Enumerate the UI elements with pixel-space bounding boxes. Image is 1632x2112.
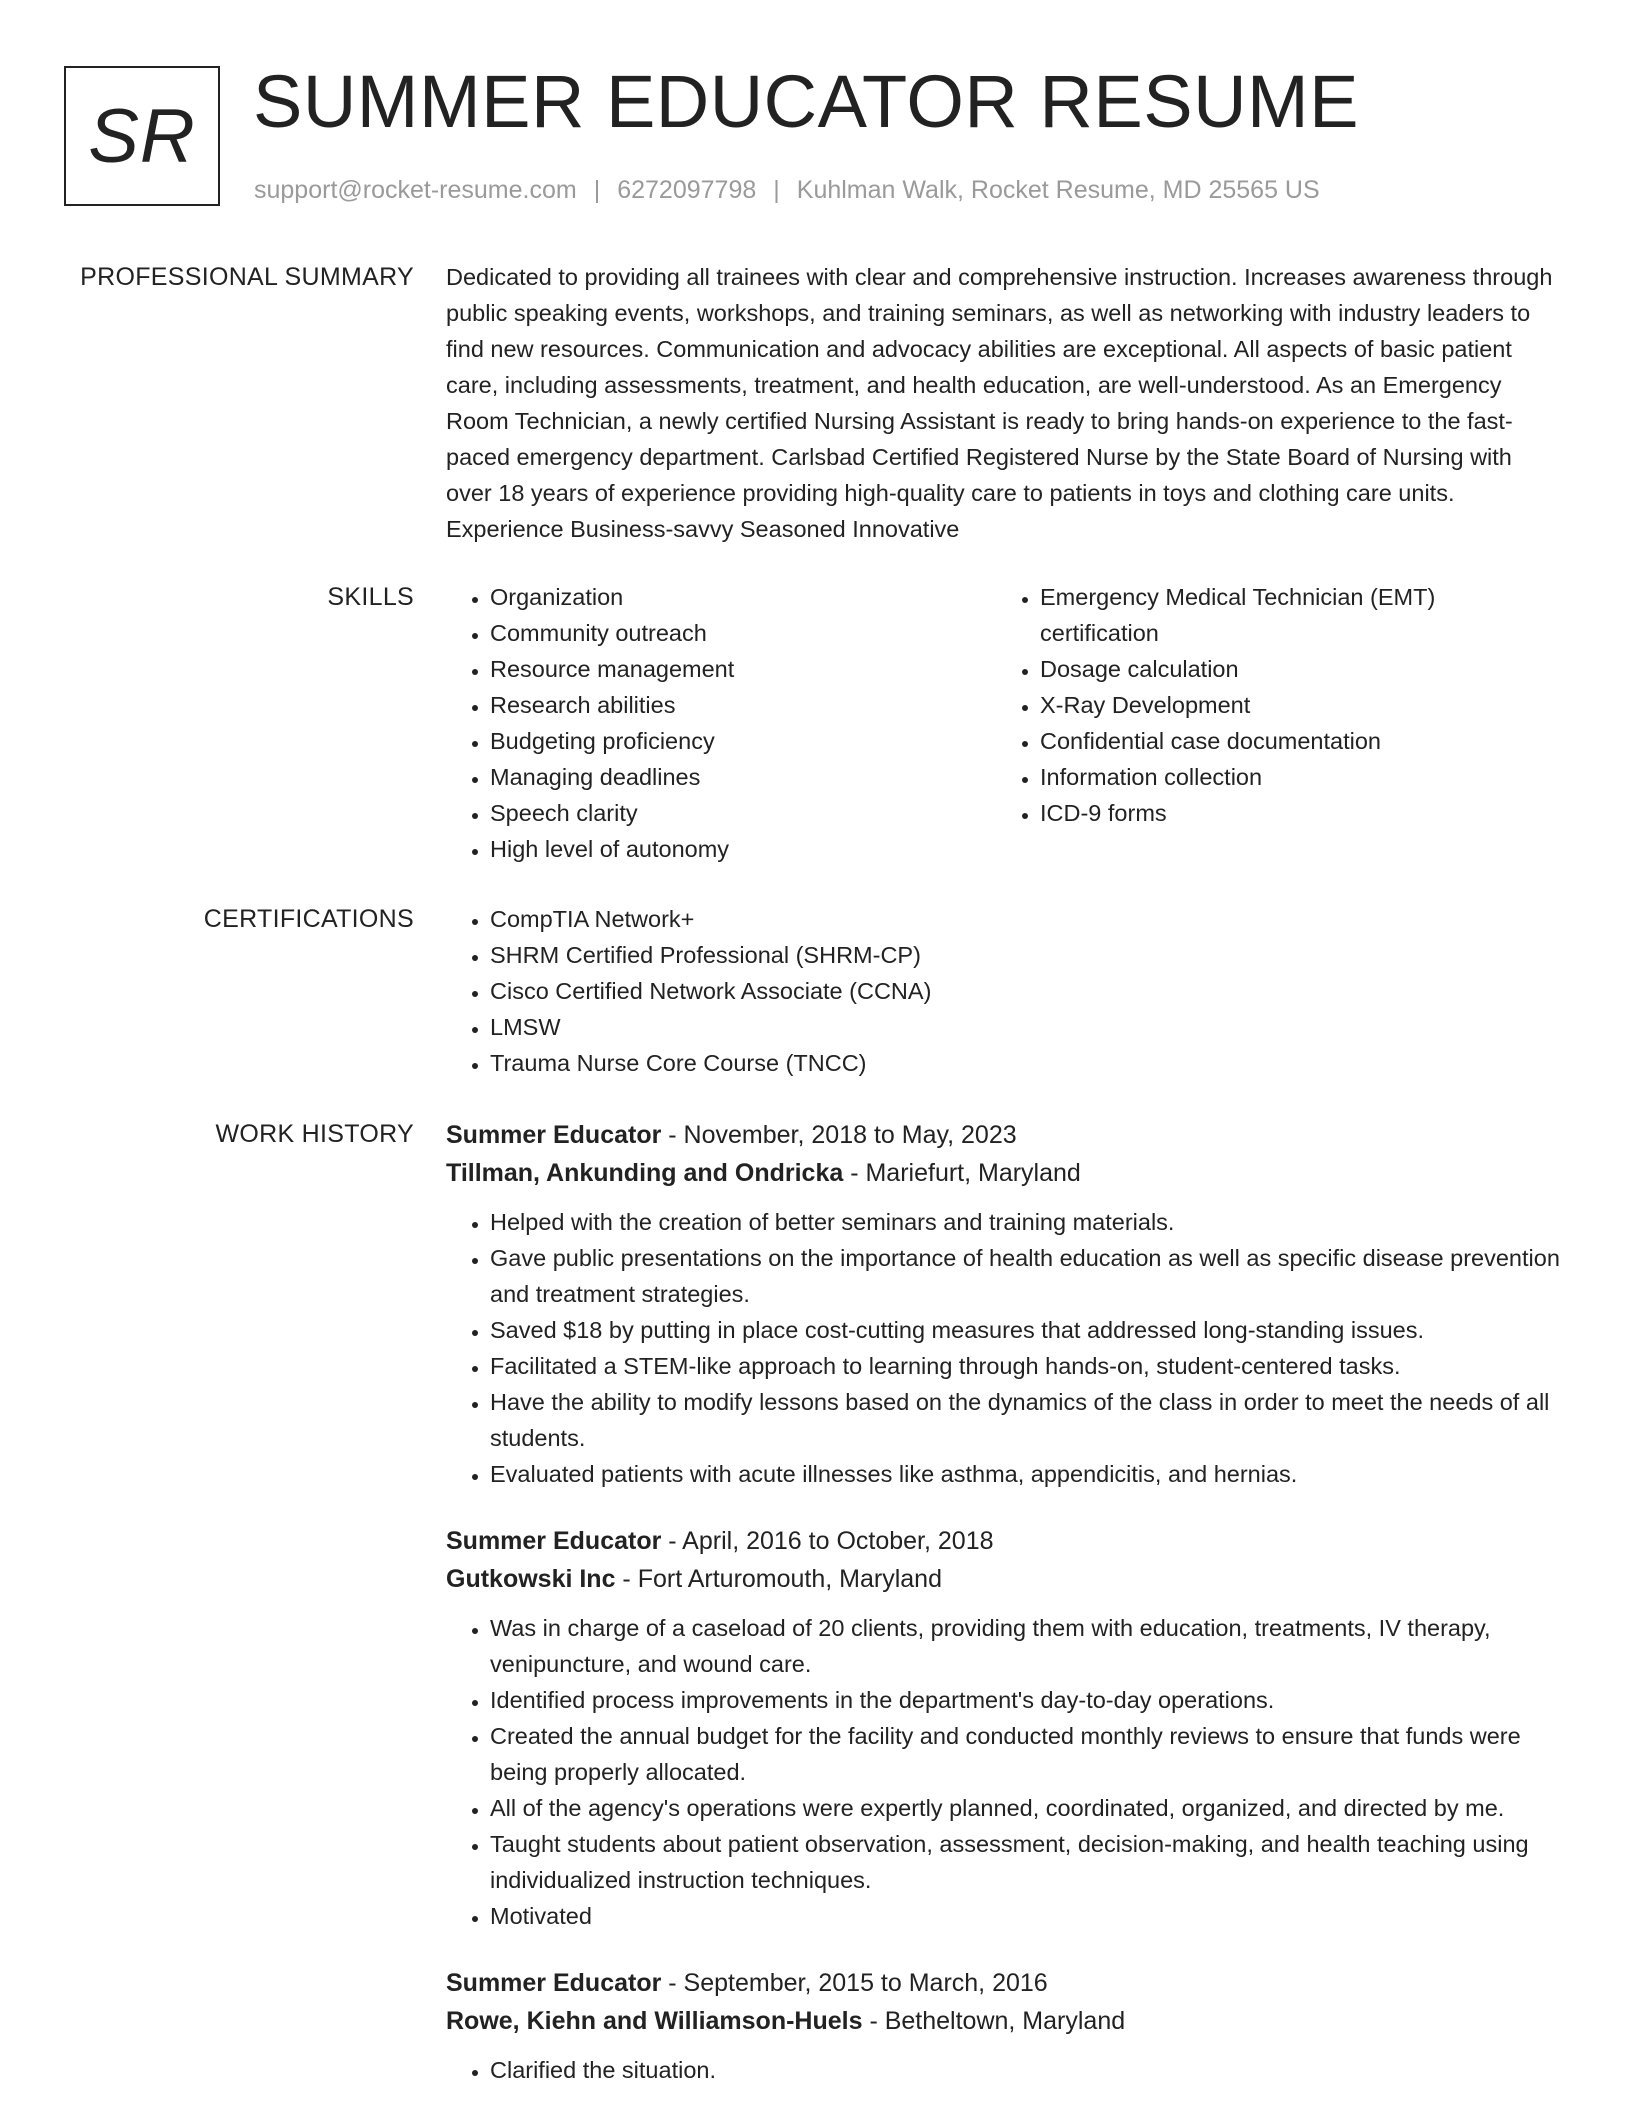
contact-email[interactable]: support@rocket-resume.com bbox=[254, 176, 577, 204]
skill-item: • High level of autonomy bbox=[490, 831, 996, 867]
job-location: - Fort Arturomouth, Maryland bbox=[615, 1565, 942, 1593]
contact-separator: | bbox=[593, 176, 601, 204]
job-company: Tillman, Ankunding and Ondricka bbox=[446, 1159, 844, 1187]
certification-item: • LMSW bbox=[490, 1009, 1562, 1045]
certifications-body bbox=[446, 901, 1562, 1081]
section-label-certifications: CERTIFICATIONS bbox=[203, 905, 414, 933]
job-bullet: • Clarified the situation. bbox=[490, 2052, 1562, 2088]
work-history-body bbox=[446, 1116, 1562, 2112]
job-company: Gutkowski Inc bbox=[446, 1565, 616, 1593]
contact-phone[interactable]: 6272097798 bbox=[617, 176, 757, 204]
skill-item: • Community outreach bbox=[490, 615, 996, 651]
skill-item: • Dosage calculation bbox=[1040, 651, 1546, 687]
job-bullet: • Created the annual budget for the facility and conducted monthly reviews to ensure that funds were being properly allocated. bbox=[490, 1718, 1562, 1790]
job-company: Rowe, Kiehn and Williamson-Huels bbox=[446, 2007, 863, 2035]
certification-item: • Trauma Nurse Core Course (TNCC) bbox=[490, 1045, 1562, 1081]
skill-item: • Budgeting proficiency bbox=[490, 723, 996, 759]
job-bullet: • Saved $18 by putting in place cost-cutting measures that addressed long-standing issues. bbox=[490, 1312, 1562, 1348]
skill-item: • Organization bbox=[490, 579, 996, 615]
certification-item: • SHRM Certified Professional (SHRM-CP) bbox=[490, 937, 1562, 973]
resume-title: SUMMER EDUCATOR RESUME bbox=[253, 60, 1360, 143]
contact-separator: | bbox=[773, 176, 780, 204]
job-dates: - November, 2018 to May, 2023 bbox=[661, 1121, 1017, 1149]
contact-address: Kuhlman Walk, Rocket Resume, MD 25565 US bbox=[796, 176, 1320, 204]
section-label-skills: SKILLS bbox=[327, 583, 414, 611]
skills-body bbox=[446, 579, 1562, 867]
job-title: Summer Educator bbox=[446, 1121, 662, 1149]
summary-body bbox=[446, 259, 1562, 547]
skill-item: • Confidential case documentation bbox=[1040, 723, 1546, 759]
job-entry bbox=[446, 1116, 1562, 1492]
job-bullet: • Have the ability to modify lessons based on the dynamics of the class in order to meet the needs of all students. bbox=[490, 1384, 1562, 1456]
job-bullets bbox=[446, 1204, 1562, 1492]
skill-item: • Information collection bbox=[1040, 759, 1546, 795]
job-location: - Mariefurt, Maryland bbox=[843, 1159, 1081, 1187]
summary-text: Dedicated to providing all trainees with clear and comprehensive instruction. Increases awareness through public speaking events, workshops, and training seminars, as well as networking with industry leaders to find new resources. Communication and advocacy abilities are exceptional. All aspects of basic patient care, including assessments, treatment, and health education, are well-understood. As an Emergency Room Technician, a newly certified Nursing Assistant is ready to bring hands-on experience to the fast-paced emergency department. Carlsbad Certified Registered Nurse by the State Board of Nursing with over 18 years of experience providing high-quality care to patients in toys and clothing care units. Experience Business-savvy Seasoned Innovative bbox=[446, 264, 1553, 542]
skill-item: • Managing deadlines bbox=[490, 759, 996, 795]
job-company-line bbox=[446, 1560, 1562, 1598]
job-company-line bbox=[446, 2002, 1562, 2040]
skill-item: • Research abilities bbox=[490, 687, 996, 723]
job-title-line bbox=[446, 1964, 1562, 2002]
skill-item: • Speech clarity bbox=[490, 795, 996, 831]
skill-item: • Resource management bbox=[490, 651, 996, 687]
job-bullet: • Was in charge of a caseload of 20 clients, providing them with education, treatments, IV therapy, venipuncture, and wound care. bbox=[490, 1610, 1562, 1682]
job-bullet: • Motivated bbox=[490, 1898, 1562, 1934]
certification-item: • Cisco Certified Network Associate (CCNA) bbox=[490, 973, 1562, 1009]
section-label-summary: PROFESSIONAL SUMMARY bbox=[80, 263, 414, 291]
job-bullets bbox=[446, 1610, 1562, 1934]
section-label-work-history: WORK HISTORY bbox=[215, 1120, 414, 1148]
job-title: Summer Educator bbox=[446, 1969, 662, 1997]
job-company-line bbox=[446, 1154, 1562, 1192]
certification-item: • CompTIA Network+ bbox=[490, 901, 1562, 937]
job-location: - Betheltown, Maryland bbox=[862, 2007, 1126, 2035]
job-title-line bbox=[446, 1116, 1562, 1154]
job-bullet: • Helped with the creation of better seminars and training materials. bbox=[490, 1204, 1562, 1240]
skills-column-right bbox=[996, 579, 1546, 867]
job-bullet: • Taught students about patient observation, assessment, decision-making, and health teaching using individualized instruction techniques. bbox=[490, 1826, 1562, 1898]
job-entry bbox=[446, 1522, 1562, 1934]
job-bullet: • Evaluated patients with acute illnesses like asthma, appendicitis, and hernias. bbox=[490, 1456, 1562, 1492]
job-bullet: • Gave public presentations on the importance of health education as well as specific disease prevention and treatment strategies. bbox=[490, 1240, 1562, 1312]
job-title-line bbox=[446, 1522, 1562, 1560]
skills-column-left bbox=[446, 579, 996, 867]
job-bullets bbox=[446, 2052, 1562, 2088]
job-title: Summer Educator bbox=[446, 1527, 662, 1555]
skill-item: • X-Ray Development bbox=[1040, 687, 1546, 723]
job-dates: - September, 2015 to March, 2016 bbox=[661, 1969, 1048, 1997]
monogram-logo: SR bbox=[64, 66, 220, 206]
job-bullet: • All of the agency's operations were expertly planned, coordinated, organized, and directed by me. bbox=[490, 1790, 1562, 1826]
job-entry bbox=[446, 1964, 1562, 2088]
skill-item: • ICD-9 forms bbox=[1040, 795, 1546, 831]
job-bullet: • Identified process improvements in the department's day-to-day operations. bbox=[490, 1682, 1562, 1718]
skill-item: • Emergency Medical Technician (EMT) certification bbox=[1040, 579, 1546, 651]
job-bullet: • Facilitated a STEM-like approach to learning through hands-on, student-centered tasks. bbox=[490, 1348, 1562, 1384]
job-dates: - April, 2016 to October, 2018 bbox=[661, 1527, 994, 1555]
contact-line bbox=[254, 174, 1320, 206]
